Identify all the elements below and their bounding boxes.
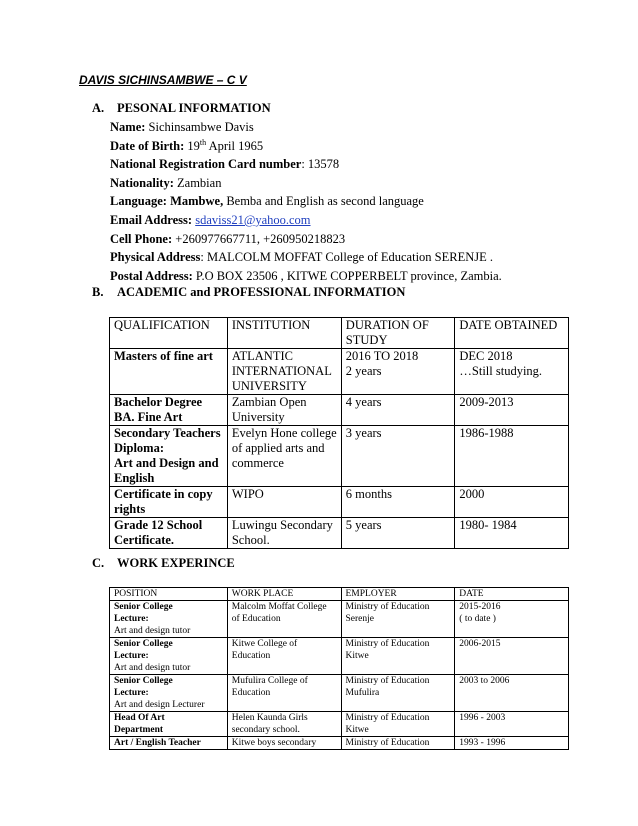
date-obtained-cell bbox=[455, 426, 569, 487]
work-date-cell bbox=[455, 712, 569, 737]
duration-cell bbox=[341, 518, 455, 549]
name-label: Name: bbox=[110, 120, 146, 134]
position-cell-line: Senior College bbox=[114, 602, 173, 612]
physical-address-row bbox=[110, 248, 502, 267]
qualification-cell-line: Secondary Teachers bbox=[114, 426, 221, 440]
institution-cell-line: Luwingu Secondary bbox=[231, 518, 333, 532]
name-value: Sichinsambwe Davis bbox=[145, 120, 254, 134]
document-title: DAVIS SICHINSAMBWE – C V bbox=[79, 73, 247, 87]
employer-cell-line: Serenje bbox=[345, 614, 374, 624]
academic-table bbox=[109, 317, 569, 549]
date-obtained-cell-line: DEC 2018 bbox=[459, 349, 513, 363]
work-date-cell bbox=[455, 638, 569, 675]
work-date-cell bbox=[455, 737, 569, 750]
email-label: Email Address: bbox=[110, 212, 193, 227]
qualification-cell-line: English bbox=[114, 471, 155, 485]
qualification-cell-line: Grade 12 School bbox=[114, 518, 203, 532]
position-cell-line: Senior College bbox=[114, 639, 173, 649]
date-obtained-cell bbox=[455, 518, 569, 549]
position-cell bbox=[110, 601, 228, 638]
work-date-cell bbox=[455, 601, 569, 638]
qualification-cell bbox=[110, 395, 228, 426]
work-place-cell bbox=[227, 737, 341, 750]
employer-cell-line: Ministry of Education bbox=[345, 713, 430, 723]
position-cell bbox=[110, 675, 228, 712]
nationality-label: Nationality: bbox=[110, 175, 174, 190]
language-label: Language: Mambwe, bbox=[110, 194, 224, 209]
work-place-cell bbox=[227, 638, 341, 675]
section-a-letter: A. bbox=[92, 101, 105, 115]
work-place-cell bbox=[227, 601, 341, 638]
work-date-cell-line: 2003 to 2006 bbox=[459, 676, 510, 686]
section-c-letter: C. bbox=[92, 556, 105, 570]
work-place-cell-line: Kitwe boys secondary bbox=[231, 738, 317, 748]
date-obtained-cell-line: 1986-1988 bbox=[459, 426, 514, 440]
qualification-cell-line: Certificate. bbox=[114, 533, 175, 547]
work-table bbox=[109, 587, 569, 750]
institution-cell bbox=[227, 426, 341, 487]
date-obtained-cell bbox=[455, 487, 569, 518]
work-place-cell-line: Helen Kaunda Girls bbox=[231, 713, 308, 723]
work-row bbox=[110, 737, 569, 750]
position-cell bbox=[110, 737, 228, 750]
language-row bbox=[110, 192, 502, 211]
position-cell-line: Department bbox=[114, 725, 164, 735]
institution-cell-line: School. bbox=[231, 533, 270, 547]
nrc-row bbox=[110, 155, 502, 174]
work-date-cell-line: 1993 - 1996 bbox=[459, 738, 506, 748]
qualification-cell-line: Bachelor Degree bbox=[114, 395, 203, 409]
date-obtained-cell-line: 1980- 1984 bbox=[459, 518, 517, 532]
work-date-cell bbox=[455, 675, 569, 712]
work-place-cell bbox=[227, 712, 341, 737]
work-date-cell-line: ( to date ) bbox=[459, 614, 496, 624]
position-cell bbox=[110, 638, 228, 675]
work-date-cell-line: 2015-2016 bbox=[459, 602, 501, 612]
email-link[interactable]: sdaviss21@yahoo.com bbox=[195, 212, 311, 227]
employer-cell bbox=[341, 712, 455, 737]
work-place-cell-line: Malcolm Moffat College bbox=[231, 602, 327, 612]
position-subtitle: Art and design tutor bbox=[114, 663, 191, 673]
duration-cell-line: 4 years bbox=[345, 395, 382, 409]
work-row bbox=[110, 638, 569, 675]
institution-cell bbox=[227, 518, 341, 549]
institution-cell-line: INTERNATIONAL bbox=[231, 364, 332, 378]
cell-label: Cell Phone: bbox=[110, 231, 173, 246]
qualification-cell-line: Certificate in copy bbox=[114, 487, 213, 501]
employer-cell bbox=[341, 675, 455, 712]
work-place-cell-line: Kitwe College of bbox=[231, 639, 298, 649]
section-a-title: PESONAL INFORMATION bbox=[117, 101, 271, 115]
dob-row bbox=[110, 137, 502, 156]
position-subtitle: Art and design Lecturer bbox=[114, 700, 205, 710]
employer-cell bbox=[341, 601, 455, 638]
position-cell bbox=[110, 712, 228, 737]
institution-cell-line: WIPO bbox=[231, 487, 264, 501]
institution-cell-line: Evelyn Hone college bbox=[231, 426, 337, 440]
academic-header-row bbox=[110, 318, 569, 349]
institution-cell-line: commerce bbox=[231, 456, 284, 470]
email-row bbox=[110, 211, 502, 230]
institution-cell-line: University bbox=[231, 410, 285, 424]
institution-cell-line: ATLANTIC bbox=[231, 349, 293, 363]
language-value: Bemba and English as second language bbox=[223, 194, 424, 209]
qualification-cell bbox=[110, 518, 228, 549]
employer-cell-line: Ministry of Education bbox=[345, 602, 430, 612]
dob-rest: April 1965 bbox=[206, 138, 264, 153]
academic-row bbox=[110, 349, 569, 395]
employer-cell bbox=[341, 737, 455, 750]
qualification-cell bbox=[110, 349, 228, 395]
employer-cell-line: Ministry of Education bbox=[345, 639, 430, 649]
work-header-cell: DATE bbox=[455, 588, 569, 601]
qualification-cell bbox=[110, 426, 228, 487]
work-row bbox=[110, 712, 569, 737]
personal-information bbox=[110, 118, 502, 285]
postal-address-label: Postal Address: bbox=[110, 268, 193, 283]
work-header-row bbox=[110, 588, 569, 601]
section-b-heading bbox=[92, 285, 406, 300]
employer-cell-line: Ministry of Education bbox=[345, 738, 430, 748]
position-cell-line: Lecture: bbox=[114, 651, 149, 661]
work-row bbox=[110, 601, 569, 638]
work-header-cell: EMPLOYER bbox=[341, 588, 455, 601]
employer-cell-line: Ministry of Education bbox=[345, 676, 430, 686]
duration-cell-line: 5 years bbox=[345, 518, 382, 532]
date-obtained-cell-line: 2000 bbox=[459, 487, 485, 501]
academic-header-cell: DURATION OF STUDY bbox=[341, 318, 455, 349]
qualification-cell-line: BA. Fine Art bbox=[114, 410, 183, 424]
section-c-title: WORK EXPERINCE bbox=[117, 556, 235, 570]
date-obtained-cell bbox=[455, 395, 569, 426]
cell-value: +260977667711, +260950218823 bbox=[172, 231, 346, 246]
institution-cell bbox=[227, 349, 341, 395]
position-cell-line: Lecture: bbox=[114, 614, 149, 624]
postal-address-value: P.O BOX 23506 , KITWE COPPERBELT province, Zambia. bbox=[192, 268, 502, 283]
employer-cell-line: Mufulira bbox=[345, 688, 380, 698]
cell-row bbox=[110, 230, 502, 249]
institution-cell bbox=[227, 395, 341, 426]
work-place-cell-line: Mufulira College of bbox=[231, 676, 308, 686]
postal-address-row bbox=[110, 267, 502, 286]
academic-row bbox=[110, 395, 569, 426]
date-obtained-cell-line: 2009-2013 bbox=[459, 395, 514, 409]
duration-cell bbox=[341, 426, 455, 487]
position-subtitle: Art and design tutor bbox=[114, 626, 191, 636]
nationality-row bbox=[110, 174, 502, 193]
work-place-cell-line: Education bbox=[231, 688, 271, 698]
duration-cell bbox=[341, 395, 455, 426]
duration-cell-line: 2 years bbox=[345, 364, 382, 378]
physical-address-label: Physical Address bbox=[110, 250, 201, 265]
employer-cell-line: Kitwe bbox=[345, 651, 369, 661]
academic-header-cell: DATE OBTAINED bbox=[455, 318, 569, 349]
section-c-heading bbox=[92, 556, 235, 571]
duration-cell bbox=[341, 349, 455, 395]
academic-header-cell: INSTITUTION bbox=[227, 318, 341, 349]
work-row bbox=[110, 675, 569, 712]
physical-address-value: : MALCOLM MOFFAT College of Education SERENJE . bbox=[200, 250, 494, 265]
institution-cell bbox=[227, 487, 341, 518]
academic-header-cell: QUALIFICATION bbox=[110, 318, 228, 349]
work-date-cell-line: 1996 - 2003 bbox=[459, 713, 506, 723]
nrc-value: : 13578 bbox=[301, 157, 340, 172]
qualification-cell-line: Diploma: bbox=[114, 441, 164, 455]
institution-cell-line: Zambian Open bbox=[231, 395, 307, 409]
position-cell-line: Lecture: bbox=[114, 688, 149, 698]
institution-cell-line: UNIVERSITY bbox=[231, 379, 307, 393]
dob-day: 19 bbox=[184, 138, 200, 153]
dob-label: Date of Birth: bbox=[110, 138, 185, 153]
section-a-heading bbox=[92, 101, 271, 116]
duration-cell bbox=[341, 487, 455, 518]
nrc-label: National Registration Card number bbox=[110, 157, 302, 172]
academic-row bbox=[110, 426, 569, 487]
qualification-cell-line: Art and Design and bbox=[114, 456, 219, 470]
position-cell-line: Head Of Art bbox=[114, 713, 165, 723]
section-b-letter: B. bbox=[92, 285, 104, 299]
position-cell-line: Senior College bbox=[114, 676, 173, 686]
dob-suffix: th bbox=[199, 137, 207, 147]
work-place-cell-line: secondary school. bbox=[231, 725, 300, 735]
work-place-cell-line: of Education bbox=[231, 614, 281, 624]
employer-cell-line: Kitwe bbox=[345, 725, 369, 735]
date-obtained-cell bbox=[455, 349, 569, 395]
work-date-cell-line: 2006-2015 bbox=[459, 639, 501, 649]
work-header-cell: WORK PLACE bbox=[227, 588, 341, 601]
qualification-cell-line: Masters of fine art bbox=[114, 349, 213, 363]
date-obtained-cell-line: …Still studying. bbox=[459, 364, 543, 378]
work-place-cell-line: Education bbox=[231, 651, 271, 661]
duration-cell-line: 3 years bbox=[345, 426, 382, 440]
nationality-value: Zambian bbox=[173, 175, 222, 190]
duration-cell-line: 2016 TO 2018 bbox=[345, 349, 419, 363]
academic-row bbox=[110, 518, 569, 549]
academic-row bbox=[110, 487, 569, 518]
institution-cell-line: of applied arts and bbox=[231, 441, 325, 455]
section-b-title: ACADEMIC and PROFESSIONAL INFORMATION bbox=[117, 285, 406, 299]
name-row bbox=[110, 118, 502, 137]
position-cell-line: Art / English Teacher bbox=[114, 738, 201, 748]
work-place-cell bbox=[227, 675, 341, 712]
work-header-cell: POSITION bbox=[110, 588, 228, 601]
employer-cell bbox=[341, 638, 455, 675]
qualification-cell bbox=[110, 487, 228, 518]
duration-cell-line: 6 months bbox=[345, 487, 392, 501]
qualification-cell-line: rights bbox=[114, 502, 146, 516]
